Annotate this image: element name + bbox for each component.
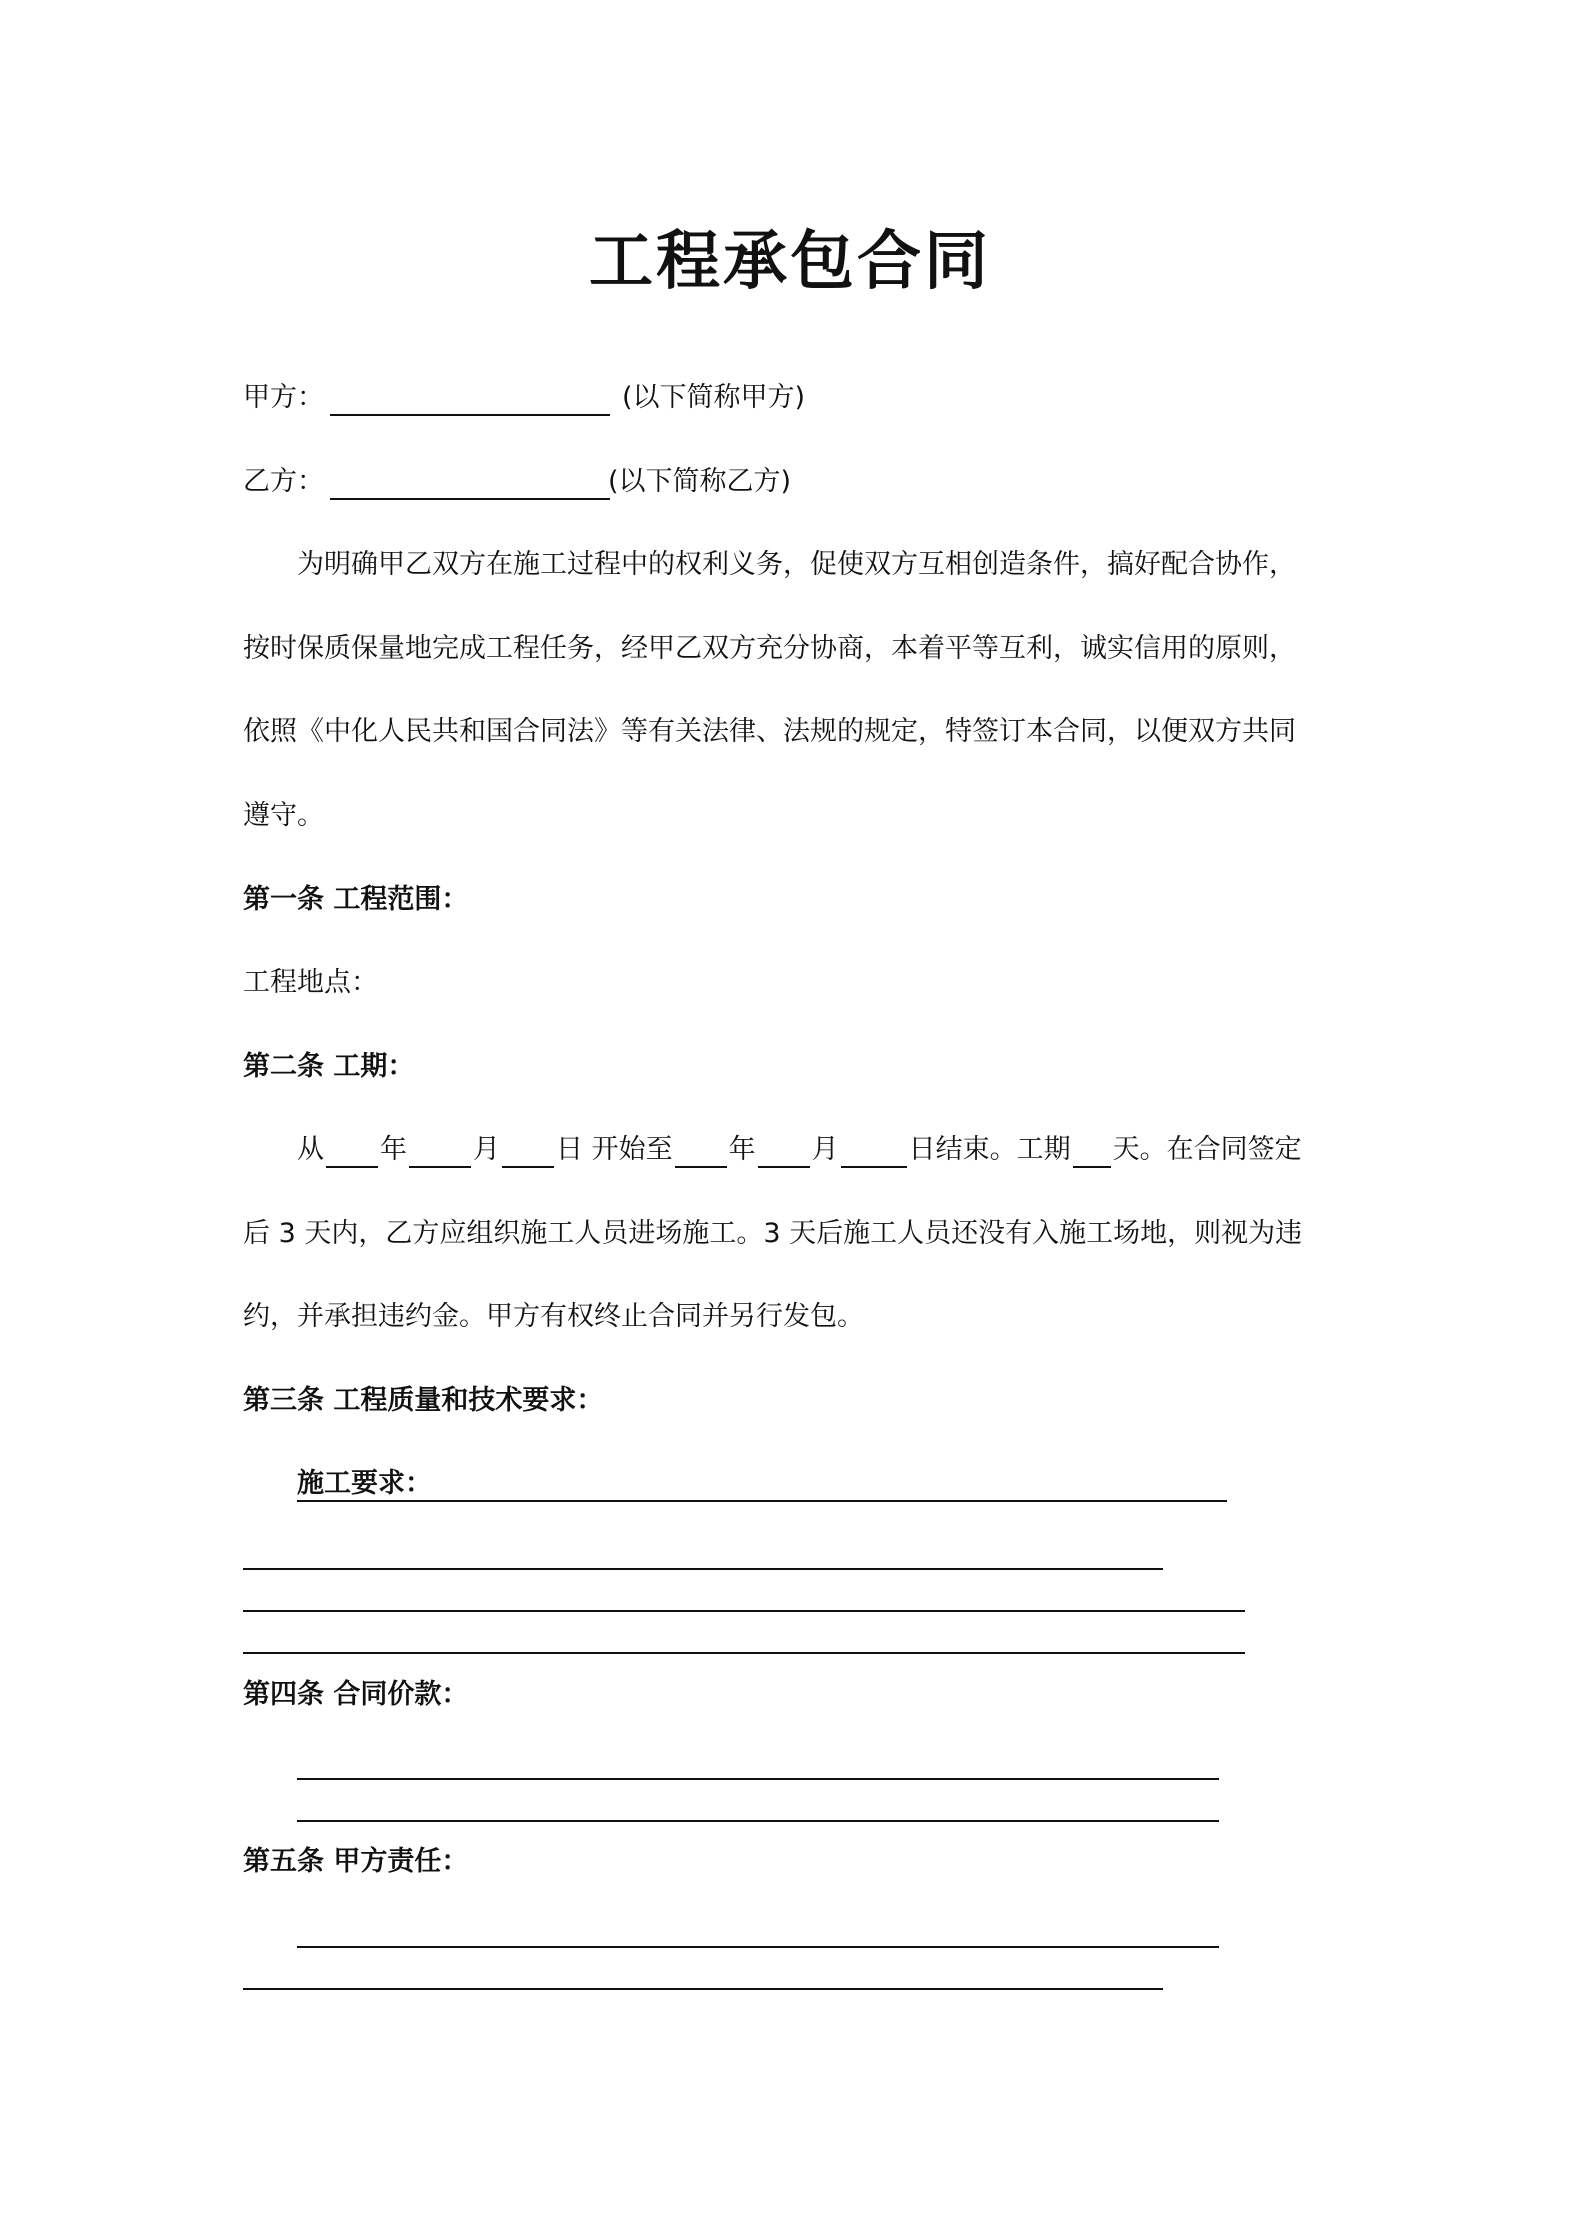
day-unit-1: 日	[556, 1134, 583, 1165]
party-a-suffix: (以下简称甲方)	[622, 382, 806, 413]
price-blank-2[interactable]	[297, 1820, 1219, 1822]
party-b-suffix: (以下简称乙方)	[608, 466, 792, 497]
start-year-blank[interactable]	[326, 1136, 378, 1168]
article-3-heading: 第三条 工程质量和技术要求：	[243, 1385, 604, 1416]
duration-days-blank[interactable]	[1073, 1136, 1111, 1168]
end-text: 日结束。工期	[908, 1134, 1071, 1165]
party-a-duty-blank-1[interactable]	[297, 1946, 1219, 1948]
document-title: 工程承包合同	[589, 225, 991, 299]
year-unit-1: 年	[380, 1134, 407, 1165]
start-to-text: 开始至	[591, 1134, 673, 1165]
requirement-blank-4[interactable]	[243, 1652, 1245, 1654]
end-day-blank[interactable]	[841, 1136, 907, 1168]
intro-line-2: 按时保质保量地完成工程任务，经甲乙双方充分协商，本着平等互利，诚实信用的原则，	[243, 633, 1296, 664]
article-2-heading: 第二条 工期：	[243, 1051, 415, 1082]
end-year-blank[interactable]	[675, 1136, 727, 1168]
party-a-duty-blank-2[interactable]	[243, 1988, 1163, 1990]
start-day-blank[interactable]	[502, 1136, 554, 1168]
article-1-heading: 第一条 工程范围：	[243, 884, 469, 915]
requirement-blank-2[interactable]	[243, 1568, 1163, 1570]
project-location-label: 工程地点：	[243, 967, 378, 998]
price-blank-1[interactable]	[297, 1778, 1219, 1780]
construction-requirement-label: 施工要求：	[297, 1468, 432, 1499]
party-a-blank[interactable]	[330, 414, 610, 416]
party-a-label: 甲方：	[243, 382, 324, 413]
year-unit-2: 年	[728, 1134, 756, 1165]
party-b-blank[interactable]	[330, 498, 610, 500]
intro-line-1: 为明确甲乙双方在施工过程中的权利义务，促使双方互相创造条件，搞好配合协作，	[297, 549, 1296, 580]
duration-line-1	[297, 1132, 1302, 1168]
duration-line-3: 约，并承担违约金。甲方有权终止合同并另行发包。	[243, 1301, 864, 1332]
month-unit-2: 月	[811, 1134, 839, 1165]
requirement-blank-1[interactable]	[297, 1500, 1227, 1502]
intro-line-3: 依照《中化人民共和国合同法》等有关法律、法规的规定，特签订本合同，以便双方共同	[243, 716, 1296, 747]
end-month-blank[interactable]	[758, 1136, 810, 1168]
article-5-heading: 第五条 甲方责任：	[243, 1846, 469, 1877]
start-month-blank[interactable]	[409, 1136, 471, 1168]
duration-line-2: 后 3 天内，乙方应组织施工人员进场施工。3 天后施工人员还没有入施工场地，则视为违	[243, 1218, 1303, 1249]
from-text: 从	[297, 1134, 324, 1165]
month-unit-1: 月	[473, 1134, 500, 1165]
party-b-label: 乙方：	[243, 466, 324, 497]
requirement-blank-3[interactable]	[243, 1610, 1245, 1612]
intro-line-4: 遵守。	[243, 800, 324, 831]
day-unit-text: 天。在合同签定	[1112, 1134, 1302, 1165]
article-4-heading: 第四条 合同价款：	[243, 1679, 469, 1710]
